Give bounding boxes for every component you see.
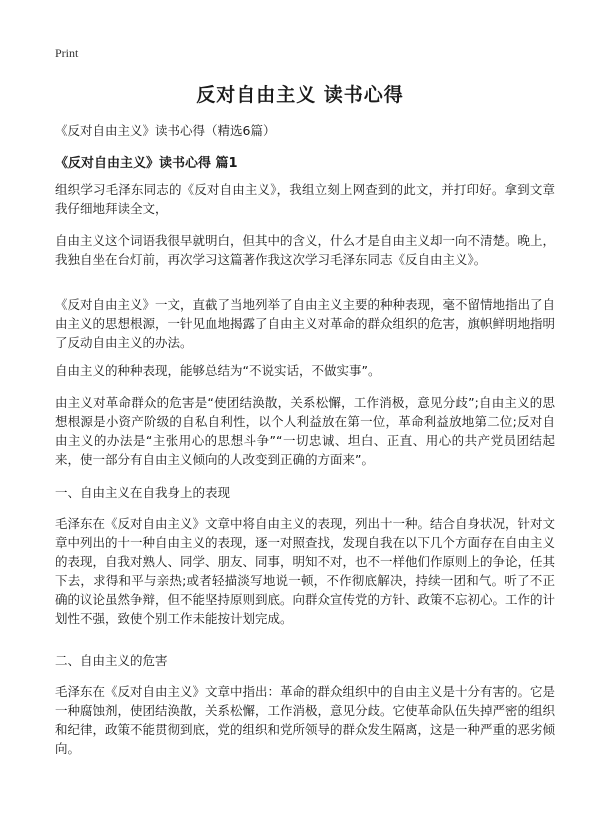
paragraph-3: 《反对自由主义》一文，直截了当地列举了自由主义主要的种种表现，毫不留情地指出了自由主义的思想根源，一针见血地揭露了自由主义对革命的群众组织的危害，旗帜鲜明地指明了反动自由主义的办法。 xyxy=(55,297,556,350)
paragraph-4: 自由主义的种种表现，能够总结为“不说实话，不做实事”。 xyxy=(55,363,381,378)
heading-2: 二、自由主义的危害 xyxy=(55,653,168,668)
document-subtitle: 《反对自由主义》读书心得（精选6篇） xyxy=(55,123,276,138)
paragraph-7: 毛泽东在《反对自由主义》文章中指出：革命的群众组织中的自由主义是十分有害的。它是一种腐蚀剂，使团结涣散，关系松懈，工作消极，意见分歧。它使革命队伍失掉严密的组织和纪律，政策不能贯彻到底，党的组织和党所领导的群众发生隔离，这是一种严重的恶劣倾向。 xyxy=(55,684,556,756)
section-title: 《反对自由主义》读书心得 篇1 xyxy=(55,156,238,171)
paragraph-5: 由主义对革命群众的危害是“使团结涣散，关系松懈，工作消极，意见分歧”;自由主义的思想根源是小资产阶级的自私自利性，以个人利益放在第一位，革命利益放地第二位;反对自由主义的办法是“主张用心的思想斗争”“一切忠诚、坦白、正直、用心的共产党员团结起来，使一部分有自由主义倾向的人改变到正确的方面来”。 xyxy=(55,395,555,467)
paragraph-2: 自由主义这个词语我很早就明白，但其中的含义，什么才是自由主义却一向不清楚。晚上，我独自坐在台灯前，再次学习这篇著作我这次学习毛泽东同志《反自由主义》。 xyxy=(55,233,556,267)
heading-1: 一、自由主义在自我身上的表现 xyxy=(55,485,231,500)
document-title: 反对自由主义 读书心得 xyxy=(196,84,404,106)
print-link[interactable]: Print xyxy=(55,46,79,60)
paragraph-6: 毛泽东在《反对自由主义》文章中将自由主义的表现，列出十一种。结合自身状况，针对文章中列出的十一种自由主义的表现，逐一对照查找，发现自我在以下几个方面存在自由主义的表现，自我对熟人、同学、朋友、同事，明知不对，也不一样他们作原则上的争论，任其下去，求得和平与亲热;或者轻描淡写地说一顿，不作彻底解决，持续一团和气。听了不正确的议论虽然争辩，但不能坚持原则到底。向群众宣传党的方针、政策不忘初心。工作的计划性不强，致使个别工作未能按计划完成。 xyxy=(55,516,556,626)
paragraph-1: 组织学习毛泽东同志的《反对自由主义》，我组立刻上网查到的此文，并打印好。拿到文章我仔细地拜读全文， xyxy=(55,182,555,216)
